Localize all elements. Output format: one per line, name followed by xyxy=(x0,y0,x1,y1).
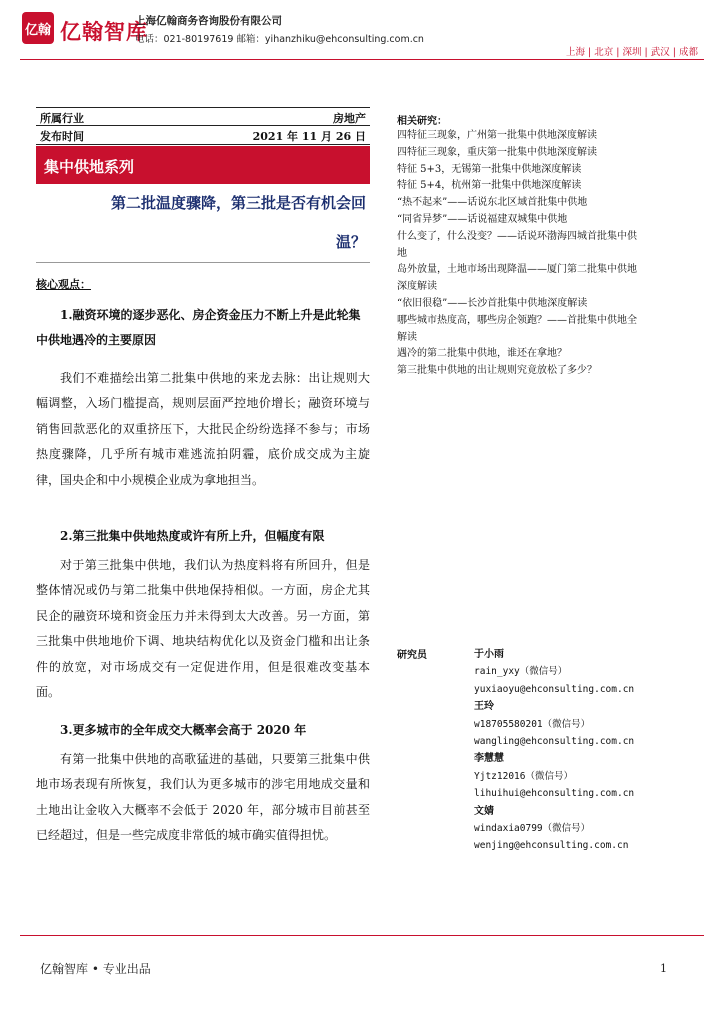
researcher-email[interactable]: wenjing@ehconsulting.com.cn xyxy=(474,840,629,852)
industry-label: 所属行业 xyxy=(40,112,84,125)
researcher-email[interactable]: yuxiaoyu@ehconsulting.com.cn xyxy=(474,683,635,695)
related-item[interactable]: 第三批集中供地的出让规则究竟放松了多少？ xyxy=(397,365,597,377)
related-item[interactable]: 特征 5+4，杭州第一批集中供地深度解读 xyxy=(397,180,582,192)
logo-mark: 亿翰 xyxy=(22,12,54,44)
researcher-wechat: rain_yxy（微信号） xyxy=(474,666,568,678)
headline-divider xyxy=(36,262,370,263)
headline-line2: 温？ xyxy=(335,233,366,251)
meta-top-rule xyxy=(36,107,370,108)
researcher-name: 于小雨 xyxy=(474,649,504,660)
header-divider xyxy=(20,59,704,60)
footer-brand: 亿翰智库 • 专业出品 xyxy=(40,962,151,976)
industry-value: 房地产 xyxy=(333,112,366,125)
researcher-name: 文婧 xyxy=(474,805,494,817)
section-1-title: 1.融资环境的逐步恶化、房企资金压力不断上升是此轮集中供地遇冷的主要原因 xyxy=(36,308,361,347)
meta-bottom-rule xyxy=(36,144,370,145)
section-2-body: 对于第三批集中供地，我们认为热度料将有所回升，但是整体情况或仍与第二批集中供地保持相似。一方面，房企尤其民企的融资环境和资金压力并未得到太大改善。另一方面，第三批集中供地地价下调、地块结构优化以及资金门槛和出让条件的放宽，对市场成交有一定促进作用，但是很难改变基本面。 xyxy=(36,558,370,700)
office-cities: 上海 | 北京 | 深圳 | 武汉 | 成都 xyxy=(566,47,698,58)
researcher-label: 研究员 xyxy=(397,650,427,661)
date-value: 2021 年 11 月 26 日 xyxy=(252,130,366,143)
related-item[interactable]: 什么变了，什么没变？——话说环渤海四城首批集中供地 xyxy=(397,230,637,259)
related-item[interactable]: “热不起来”——话说东北区域首批集中供地 xyxy=(397,197,588,209)
related-item[interactable]: 岛外放量，土地市场出现降温——厦门第二批集中供地深度解读 xyxy=(397,264,637,293)
researcher-wechat: w18705580201（微信号） xyxy=(474,718,591,730)
section-3-body: 有第一批集中供地的高歌猛进的基础，只要第三批集中供地市场表现有所恢复，我们认为更多城市的涉宅用地成交量和土地出让金收入大概率不会低于 2020 年，部分城市目前甚至已经超过，但是一些完成度非常低的城市确实值得担忧。 xyxy=(36,752,370,843)
related-item[interactable]: 遇冷的第二批集中供地，谁还在拿地？ xyxy=(397,348,567,360)
related-item[interactable]: 哪些城市热度高，哪些房企领跑？——首批集中供地全解读 xyxy=(397,314,637,343)
section-3-title: 3.更多城市的全年成交大概率会高于 2020 年 xyxy=(60,723,307,737)
related-research-label: 相关研究： xyxy=(397,116,447,127)
headline-line1: 第二批温度骤降，第三批是否有机会回 xyxy=(110,194,366,212)
related-item[interactable]: “依旧很稳”——长沙首批集中供地深度解读 xyxy=(397,297,588,309)
date-label: 发布时间 xyxy=(40,130,84,143)
section-2-title: 2.第三批集中供地热度或许有所上升，但幅度有限 xyxy=(60,529,325,543)
related-item[interactable]: 四特征三现象，广州第一批集中供地深度解读 xyxy=(397,130,597,141)
related-research-list xyxy=(397,128,637,380)
researcher-name: 李慧慧 xyxy=(474,753,504,765)
series-title: 集中供地系列 xyxy=(44,158,135,176)
meta-middle-rule xyxy=(36,125,370,126)
section-1-body: 我们不难描绘出第二批集中供地的来龙去脉：出让规则大幅调整，入场门槛提高，规则层面严控地价增长；融资环境与销售回款恶化的双重挤压下，大批民企纷纷选择不参与；市场热度骤降，几乎所有城市难逃流拍阴霾，底价成交成为主旋律，国央企和中小规模企业成为拿地担当。 xyxy=(36,371,370,487)
contact-info: 电话：021-80197619 邮箱：yihanzhiku@ehconsulting.com.cn xyxy=(135,34,424,45)
researcher-email[interactable]: wangling@ehconsulting.com.cn xyxy=(474,736,635,748)
company-name: 上海亿翰商务咨询股份有限公司 xyxy=(135,15,282,27)
researcher-email[interactable]: lihuihui@ehconsulting.com.cn xyxy=(474,788,635,800)
researcher-wechat: Yjtz12016（微信号） xyxy=(474,770,573,782)
core-points-label: 核心观点： xyxy=(36,278,91,291)
logo-text: 亿翰智库 xyxy=(60,20,148,44)
researcher-wechat: windaxia0799（微信号） xyxy=(474,823,591,835)
related-item[interactable]: “同省异梦”——话说福建双城集中供地 xyxy=(397,213,568,225)
footer-divider xyxy=(20,935,704,936)
related-item[interactable]: 四特征三现象，重庆第一批集中供地深度解读 xyxy=(397,146,597,158)
researcher-list xyxy=(474,646,694,855)
researcher-name: 王玲 xyxy=(474,701,494,713)
page-number: 1 xyxy=(660,962,667,975)
related-item[interactable]: 特征 5+3，无锡第一批集中供地深度解读 xyxy=(397,163,582,175)
